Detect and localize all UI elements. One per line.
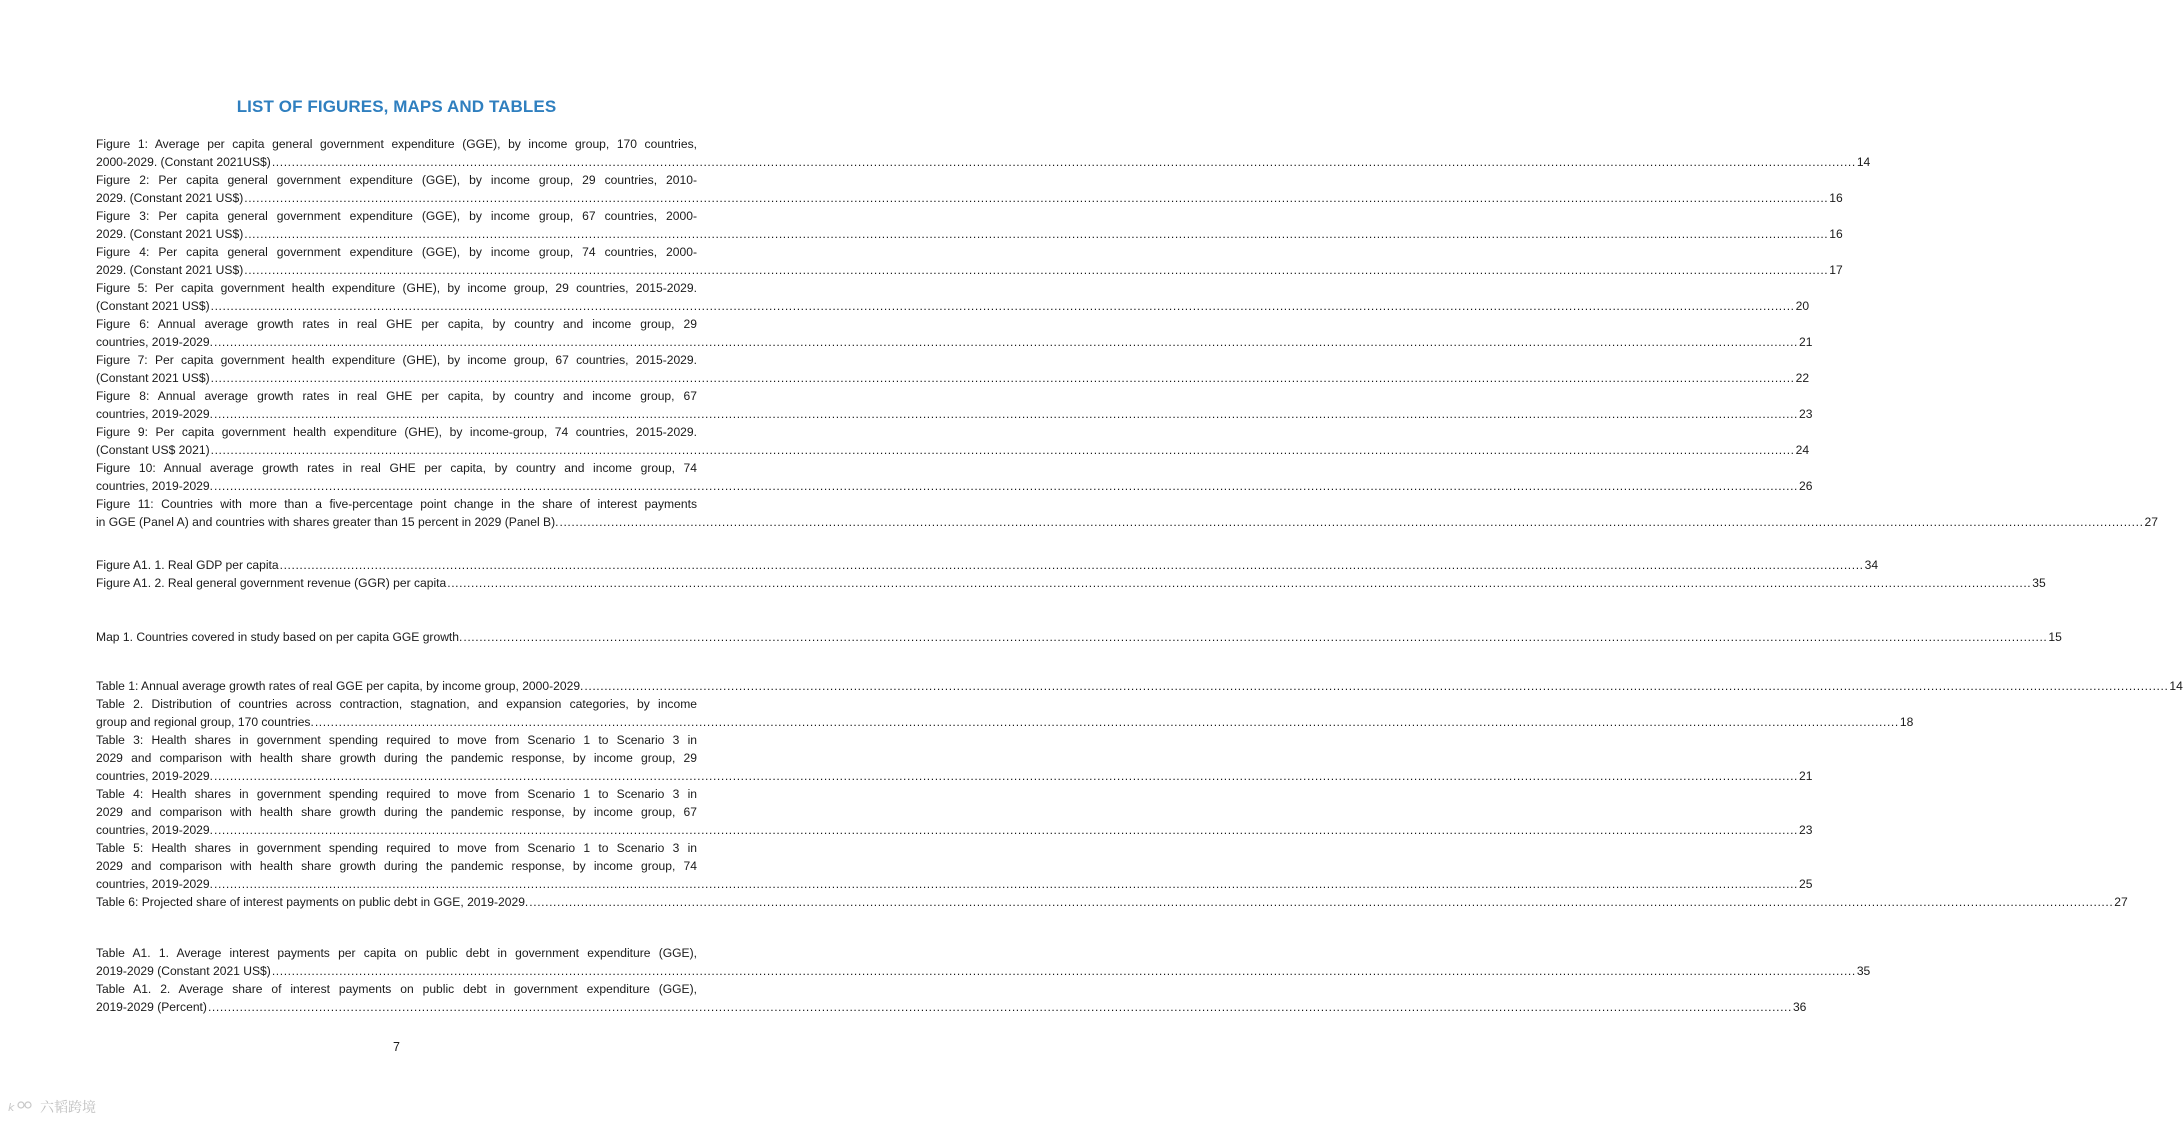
dot-leader: ................................................................................................................................................................................................................................................................................................................................................................................................................ (559, 515, 2144, 529)
toc-entry-text: 2029. (Constant 2021 US$) (96, 191, 244, 205)
toc-entry-text: Figure 10: Annual average growth rates in real GHE per capita, by country and income group, 74 (96, 461, 697, 475)
toc-entry-text: Table 6: Projected share of interest payments on public debt in GGE, 2019-2029. (96, 895, 529, 909)
dot-leader: ................................................................................................................................................................................................................................................................................................................................................................................................................ (214, 877, 1799, 891)
toc-entry-text: Table 4: Health shares in government spending required to move from Scenario 1 to Scenario 3 in (96, 787, 697, 801)
toc-entry-text: Figure A1. 2. Real general government revenue (GGR) per capita (96, 576, 447, 590)
toc-entry-text: (Constant 2021 US$) (96, 371, 210, 385)
toc-entry-text: countries, 2019-2029. (96, 823, 213, 837)
dot-leader: ................................................................................................................................................................................................................................................................................................................................................................................................................ (314, 715, 1899, 729)
toc-entry[interactable] (96, 351, 1810, 387)
toc-entry[interactable] (96, 893, 2128, 911)
toc-page-number: 21 (1799, 769, 1813, 783)
tables-list (96, 677, 2183, 911)
toc-entry-text: Table A1. 1. Average interest payments per capita on public debt in government expenditure (GGE), (96, 946, 697, 960)
toc-entry[interactable] (96, 695, 1914, 731)
toc-entry[interactable] (96, 495, 2158, 531)
toc-entry[interactable] (96, 315, 1813, 351)
dot-leader: ................................................................................................................................................................................................................................................................................................................................................................................................................ (210, 443, 1795, 457)
toc-page-number: 27 (2114, 895, 2128, 909)
toc-entry-text: Figure 5: Per capita government health expenditure (GHE), by income group, 29 countries, 2015-2029. (96, 281, 697, 295)
toc-entry[interactable] (96, 574, 2046, 592)
dot-leader: ................................................................................................................................................................................................................................................................................................................................................................................................................ (584, 679, 2169, 693)
dot-leader: ................................................................................................................................................................................................................................................................................................................................................................................................................ (271, 155, 1856, 169)
toc-entry-text: countries, 2019-2029. (96, 769, 213, 783)
toc-page-number: 14 (1856, 155, 1871, 169)
annex-figures-list (96, 556, 2046, 592)
page-title: LIST OF FIGURES, MAPS AND TABLES (236, 97, 557, 116)
toc-entry-text: 2000-2029. (Constant 2021US$) (96, 155, 271, 169)
toc-page-number: 27 (2144, 515, 2158, 529)
toc-page-number: 14 (2169, 679, 2183, 693)
toc-entry[interactable] (96, 556, 1879, 574)
toc-entry-text: (Constant 2021 US$) (96, 299, 210, 313)
figures-list (96, 135, 2158, 531)
toc-entry-text: 2029. (Constant 2021 US$) (96, 263, 244, 277)
toc-entry[interactable] (96, 980, 1807, 1016)
toc-entry[interactable] (96, 279, 1810, 315)
toc-entry-text: Figure 3: Per capita general government expenditure (GGE), by income group, 67 countries, 2000- (96, 209, 697, 223)
toc-entry[interactable] (96, 731, 1813, 785)
dot-leader: ................................................................................................................................................................................................................................................................................................................................................................................................................ (214, 769, 1799, 783)
dot-leader: ................................................................................................................................................................................................................................................................................................................................................................................................................ (207, 1000, 1792, 1014)
toc-page-number: 21 (1799, 335, 1813, 349)
toc-page-number: 16 (1829, 227, 1843, 241)
svg-text:k: k (8, 1101, 15, 1114)
toc-page-number: 23 (1799, 823, 1813, 837)
toc-page-number: 34 (1864, 558, 1879, 572)
toc-entry-text: Figure 4: Per capita general government expenditure (GGE), by income group, 74 countries, 2000- (96, 245, 697, 259)
toc-entry-text: in GGE (Panel A) and countries with shares greater than 15 percent in 2029 (Panel B). (96, 515, 559, 529)
dot-leader: ................................................................................................................................................................................................................................................................................................................................................................................................................ (210, 371, 1795, 385)
toc-entry-text: 2029 and comparison with health share growth during the pandemic response, by income group, 29 (96, 751, 697, 765)
toc-page-number: 26 (1799, 479, 1813, 493)
dot-leader: ................................................................................................................................................................................................................................................................................................................................................................................................................ (210, 299, 1795, 313)
toc-entry[interactable] (96, 459, 1813, 495)
toc-entry[interactable] (96, 387, 1813, 423)
toc-page-number: 15 (2048, 630, 2062, 644)
toc-entry-text: Figure 9: Per capita government health expenditure (GHE), by income-group, 74 countries, 2015-2029. (96, 425, 697, 439)
dot-leader: ................................................................................................................................................................................................................................................................................................................................................................................................................ (244, 227, 1829, 241)
toc-entry-text: Table A1. 2. Average share of interest payments on public debt in government expenditure (GGE), (96, 982, 697, 996)
toc-page-number: 18 (1899, 715, 1914, 729)
toc-page-number: 23 (1799, 407, 1813, 421)
watermark-logo-icon (8, 1100, 36, 1114)
toc-entry-text: Figure 8: Annual average growth rates in real GHE per capita, by country and income group, 67 (96, 389, 697, 403)
maps-list (96, 628, 2062, 646)
dot-leader: ................................................................................................................................................................................................................................................................................................................................................................................................................ (463, 630, 2048, 644)
dot-leader: ................................................................................................................................................................................................................................................................................................................................................................................................................ (447, 576, 2032, 590)
toc-entry-text: countries, 2019-2029. (96, 407, 213, 421)
dot-leader: ................................................................................................................................................................................................................................................................................................................................................................................................................ (244, 263, 1829, 277)
toc-page-number: 35 (2032, 576, 2046, 590)
toc-entry-text: 2019-2029 (Percent) (96, 1000, 207, 1014)
toc-page-number: 25 (1799, 877, 1813, 891)
toc-entry-text: Figure 2: Per capita general government expenditure (GGE), by income group, 29 countries, 2010- (96, 173, 697, 187)
toc-entry-text: Table 1: Annual average growth rates of real GGE per capita, by income group, 2000-2029. (96, 679, 584, 693)
toc-entry-text: 2029 and comparison with health share growth during the pandemic response, by income group, 74 (96, 859, 697, 873)
toc-page-number: 16 (1829, 191, 1843, 205)
dot-leader: ................................................................................................................................................................................................................................................................................................................................................................................................................ (214, 335, 1799, 349)
watermark-text: 六韬跨境 (40, 1100, 96, 1116)
toc-entry-text: countries, 2019-2029. (96, 479, 213, 493)
toc-page-number: 22 (1795, 371, 1810, 385)
toc-entry[interactable] (96, 628, 2062, 646)
toc-entry[interactable] (96, 135, 1871, 171)
toc-entry-text: Map 1. Countries covered in study based on per capita GGE growth. (96, 630, 463, 644)
toc-entry-text: Figure A1. 1. Real GDP per capita (96, 558, 279, 572)
toc-entry-text: Table 5: Health shares in government spending required to move from Scenario 1 to Scenario 3 in (96, 841, 697, 855)
toc-entry[interactable] (96, 243, 1843, 279)
dot-leader: ................................................................................................................................................................................................................................................................................................................................................................................................................ (214, 407, 1799, 421)
toc-entry[interactable] (96, 207, 1843, 243)
toc-entry[interactable] (96, 839, 1813, 893)
toc-entry-text: countries, 2019-2029. (96, 335, 213, 349)
toc-entry-text: 2019-2029 (Constant 2021 US$) (96, 964, 271, 978)
watermark (8, 1097, 96, 1117)
toc-entry-text: (Constant US$ 2021) (96, 443, 210, 457)
toc-page-number: 35 (1856, 964, 1871, 978)
toc-entry-text: Figure 1: Average per capita general government expenditure (GGE), by income group, 170 countries, (96, 137, 697, 151)
toc-entry-text: Figure 6: Annual average growth rates in real GHE per capita, by country and income group, 29 (96, 317, 697, 331)
toc-entry-text: Table 3: Health shares in government spending required to move from Scenario 1 to Scenario 3 in (96, 733, 697, 747)
dot-leader: ................................................................................................................................................................................................................................................................................................................................................................................................................ (271, 964, 1856, 978)
toc-entry-text: 2029. (Constant 2021 US$) (96, 227, 244, 241)
toc-entry[interactable] (96, 944, 1871, 980)
toc-page-number: 36 (1792, 1000, 1807, 1014)
toc-entry-text: 2029 and comparison with health share growth during the pandemic response, by income group, 67 (96, 805, 697, 819)
toc-page-number: 24 (1795, 443, 1810, 457)
dot-leader: ................................................................................................................................................................................................................................................................................................................................................................................................................ (529, 895, 2114, 909)
toc-entry-text: Table 2. Distribution of countries across contraction, stagnation, and expansion categories, by income (96, 697, 697, 711)
toc-entry[interactable] (96, 423, 1810, 459)
toc-entry-text: countries, 2019-2029. (96, 877, 213, 891)
toc-entry[interactable] (96, 171, 1843, 207)
annex-tables-list (96, 944, 1871, 1016)
page-number: 7 (393, 1040, 400, 1054)
dot-leader: ................................................................................................................................................................................................................................................................................................................................................................................................................ (279, 558, 1864, 572)
toc-entry-text: Figure 7: Per capita government health expenditure (GHE), by income group, 67 countries, 2015-2029. (96, 353, 697, 367)
toc-entry-text: Figure 11: Countries with more than a five-percentage point change in the share of interest payments (96, 497, 697, 511)
toc-entry-text: group and regional group, 170 countries. (96, 715, 314, 729)
dot-leader: ................................................................................................................................................................................................................................................................................................................................................................................................................ (214, 479, 1799, 493)
toc-entry[interactable] (96, 785, 1813, 839)
toc-entry[interactable] (96, 677, 2183, 695)
toc-page-number: 20 (1795, 299, 1810, 313)
dot-leader: ................................................................................................................................................................................................................................................................................................................................................................................................................ (244, 191, 1829, 205)
toc-page-number: 17 (1829, 263, 1843, 277)
dot-leader: ................................................................................................................................................................................................................................................................................................................................................................................................................ (214, 823, 1799, 837)
